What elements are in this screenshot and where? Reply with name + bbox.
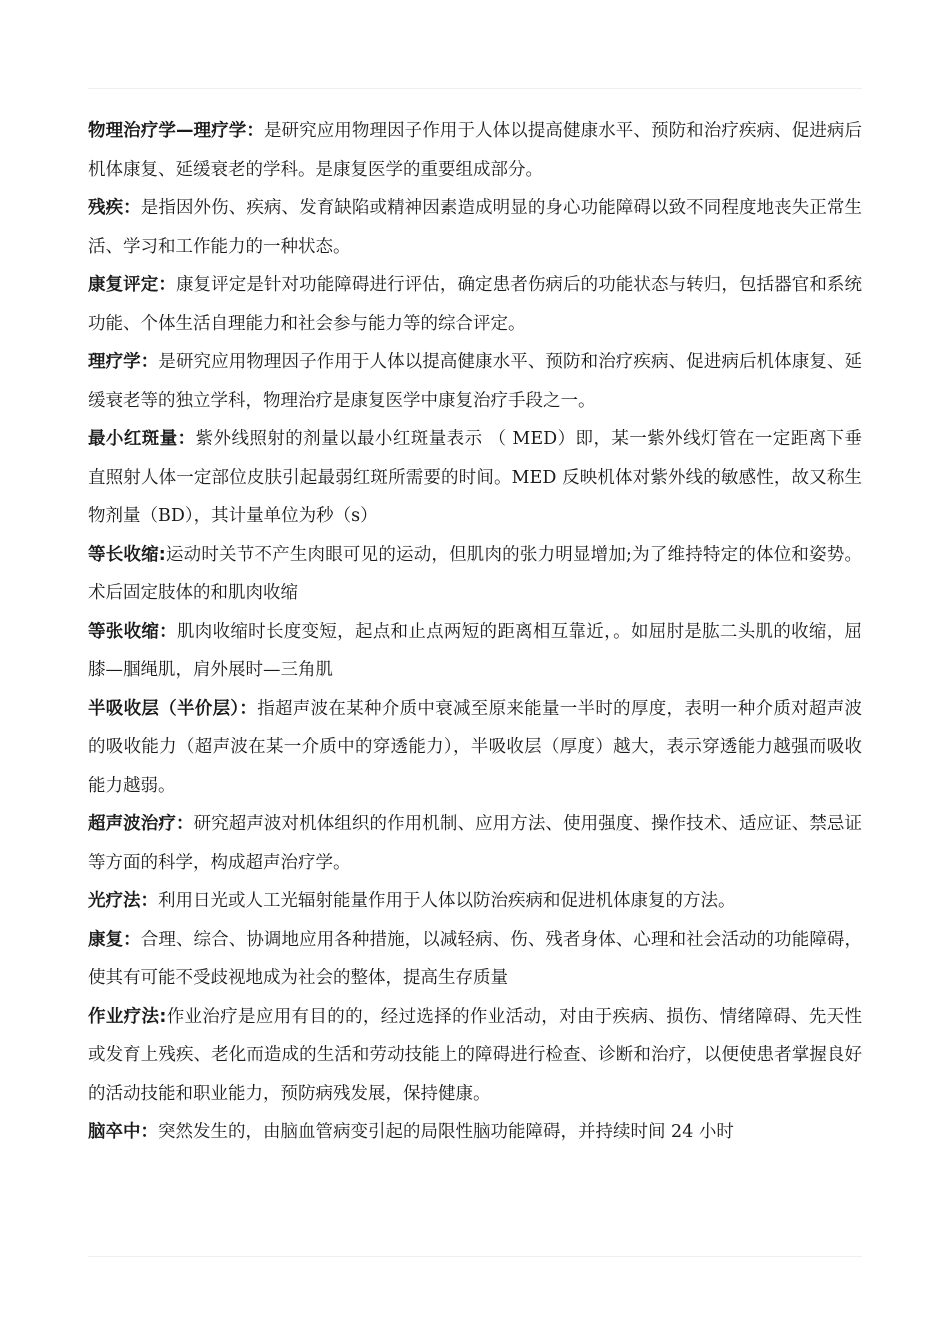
entry-definition: 突然发生的，由脑血管病变引起的局限性脑功能障碍，并持续时间 24 小时 (158, 1122, 734, 1142)
entry-term: 脑卒中： (88, 1122, 158, 1142)
entry-ultrasound-therapy (88, 805, 862, 882)
entry-definition: 康复评定是针对功能障碍进行评估，确定患者伤病后的功能状态与转归，包括器官和系统功能、个体生活自理能力和社会参与能力等的综合评定。 (88, 275, 863, 334)
entry-stroke (88, 1113, 862, 1152)
entry-physical-therapy (88, 343, 862, 420)
entry-definition: 利用日光或人工光辐射能量作用于人体以防治疾病和促进机体康复的方法。 (158, 891, 736, 911)
header-rule (88, 88, 862, 89)
entry-physiotherapy (88, 112, 862, 189)
entry-term: 物理治疗学—理疗学： (88, 121, 264, 141)
entry-term: 康复： (88, 929, 141, 950)
entry-term: 残疾： (88, 198, 141, 218)
entry-term: 半吸收层（半价层）： (88, 698, 258, 719)
entry-rehab-assessment (88, 266, 862, 343)
entry-definition: 是指因外伤、疾病、发育缺陷或精神因素造成明显的身心功能障碍以致不同程度地丧失正常生活、学习和工作能力的一种状态。 (88, 198, 862, 257)
entry-definition: 研究超声波对机体组织的作用机制、应用方法、使用强度、操作技术、适应证、禁忌证等方面的科学，构成超声治疗学。 (88, 814, 863, 873)
entry-isometric (88, 536, 862, 613)
entry-occupational-therapy (88, 998, 862, 1114)
footer-rule (88, 1256, 862, 1257)
entry-definition: 作业治疗是应用有目的的，经过选择的作业活动，对由于疾病、损伤、情绪障碍、先天性或发育上残疾、老化而造成的生活和劳动技能上的障碍进行检查、诊断和治疗，以便使患者掌握良好的活动技能和职业能力，预防病残发展，保持健康。 (88, 1006, 863, 1104)
entry-definition: 指超声波在某种介质中衰减至原来能量一半时的厚度，表明一种介质对超声波的吸收能力（超声波在某一介质中的穿透能力），半吸收层（厚度）越大，表示穿透能力越强而吸收能力越弱。 (88, 698, 863, 796)
entry-term: 光疗法： (88, 891, 158, 911)
entry-term: 等长收缩: (88, 544, 166, 565)
entry-definition: 肌肉收缩时长度变短，起点和止点两短的距离相互靠近，。如屈肘是肱二头肌的收缩，屈膝—腘绳肌，肩外展时—三角肌 (88, 621, 862, 680)
entry-half-value-layer (88, 690, 862, 806)
document-body (88, 112, 862, 1152)
entry-term: 超声波治疗： (88, 814, 194, 834)
entry-definition: 运动时关节不产生肉眼可见的运动，但肌肉的张力明显增加;为了维持特定的体位和姿势。术后固定肢体的和肌肉收缩 (88, 544, 862, 603)
entry-term: 等张收缩： (88, 621, 177, 642)
entry-med (88, 420, 862, 536)
entry-definition: 是研究应用物理因子作用于人体以提高健康水平、预防和治疗疾病、促进病后机体康复、延缓衰老等的独立学科，物理治疗是康复医学中康复治疗手段之一。 (88, 352, 862, 411)
entry-isotonic (88, 613, 862, 690)
entry-rehabilitation (88, 921, 862, 998)
entry-term: 理疗学： (88, 352, 159, 372)
entry-definition: 紫外线照射的剂量以最小红斑量表示 （ MED）即，某一紫外线灯管在一定距离下垂 直照射人体一定部位皮肤引起最弱红斑所需要的时间。MED 反映机体对紫外线的敏感性，故又称生物剂量（BD），其计量单位为秒（s） (88, 429, 862, 526)
entry-term: 作业疗法: (88, 1006, 167, 1027)
entry-term: 康复评定： (88, 275, 176, 295)
entry-phototherapy (88, 882, 862, 921)
entry-definition: 合理、综合、协调地应用各种措施，以减轻病、伤、残者身体、心理和社会活动的功能障碍，使其有可能不受歧视地成为社会的整体，提高生存质量 (88, 929, 862, 988)
entry-definition: 是研究应用物理因子作用于人体以提高健康水平、预防和治疗疾病、促进病后机体康复、延缓衰老的学科。是康复医学的重要组成部分。 (88, 121, 863, 180)
entry-term: 最小红斑量： (88, 429, 196, 449)
entry-disability (88, 189, 862, 266)
